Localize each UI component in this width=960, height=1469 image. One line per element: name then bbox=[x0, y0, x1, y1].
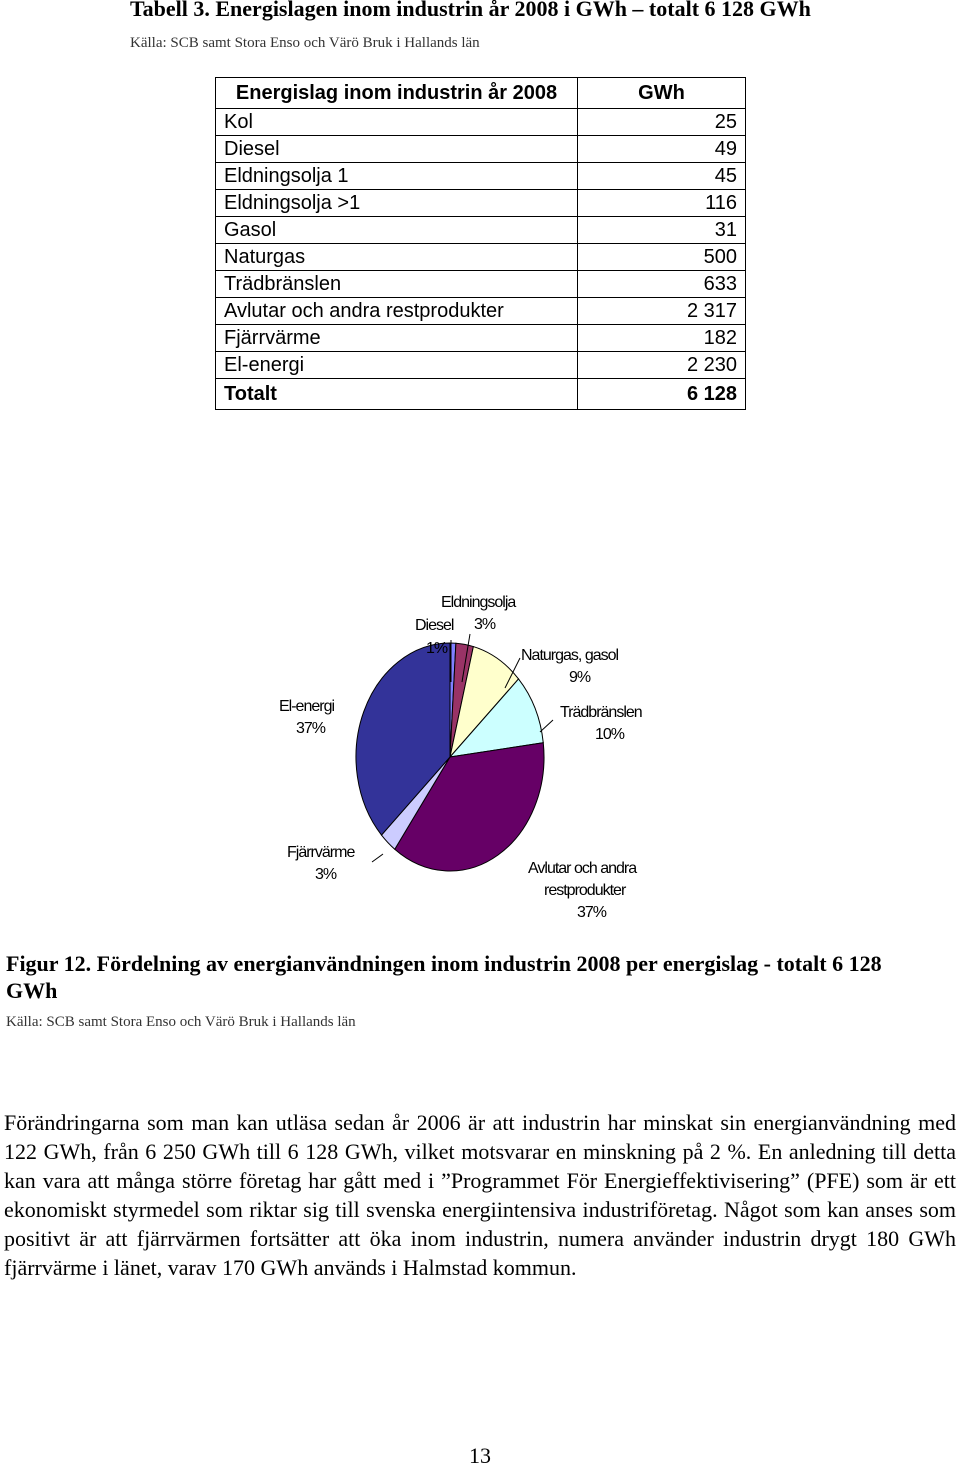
table-header-row bbox=[216, 78, 746, 109]
body-paragraph: Förändringarna som man kan utläsa sedan år 2006 är att industrin har minskat sin energianvändning med 122 GWh, från 6 250 GWh till 6 128 GWh, vilket motsvarar en minskning på 2 %. En anledning till detta kan vara att många större företag har gått med i ”Programmet För Energieffektivisering” (PFE) som är ett ekonomiskt styrmedel som riktar sig till svenska energiintensiva industriföretag. Något som kan anses som positivt är att fjärrvärmen fortsätter att öka inom industrin, numera använder industrin drygt 180 GWh fjärrvärme i länet, varav 170 GWh används i Halmstad kommun. bbox=[4, 1110, 956, 1280]
leader-line-3 bbox=[540, 720, 553, 732]
header-energy-type: Energislag inom industrin år 2008 bbox=[216, 78, 578, 109]
row-name: Avlutar och andra restprodukter bbox=[216, 298, 578, 325]
row-name: Naturgas bbox=[216, 244, 578, 271]
table-row bbox=[216, 298, 746, 325]
figure-caption: Figur 12. Fördelning av energianvändningen inom industrin 2008 per energislag - totalt 6 128 GWh bbox=[6, 951, 882, 1003]
table-row bbox=[216, 325, 746, 352]
slice-label-2: Naturgas, gasol bbox=[521, 647, 619, 664]
total-value: 6 128 bbox=[578, 379, 746, 410]
slice-percent-2: 9% bbox=[569, 669, 591, 686]
energy-table bbox=[215, 77, 746, 410]
slice-label-5: Fjärrvärme bbox=[287, 844, 355, 861]
row-name: Eldningsolja >1 bbox=[216, 190, 578, 217]
slice-label-3: Trädbränslen bbox=[560, 704, 642, 721]
row-name: Fjärrvärme bbox=[216, 325, 578, 352]
row-value: 633 bbox=[578, 271, 746, 298]
total-name: Totalt bbox=[216, 379, 578, 410]
page-number: 13 bbox=[469, 1443, 491, 1468]
table-row bbox=[216, 244, 746, 271]
row-value: 182 bbox=[578, 325, 746, 352]
row-value: 31 bbox=[578, 217, 746, 244]
slice-percent-6: 37% bbox=[296, 720, 326, 737]
row-value: 116 bbox=[578, 190, 746, 217]
slice-percent-5: 3% bbox=[315, 866, 337, 883]
slice-percent-4: 37% bbox=[577, 904, 607, 921]
row-name: Eldningsolja 1 bbox=[216, 163, 578, 190]
row-name: Gasol bbox=[216, 217, 578, 244]
row-name: El-energi bbox=[216, 352, 578, 379]
table-title: Tabell 3. Energislagen inom industrin år 2008 i GWh – totalt 6 128 GWh bbox=[130, 0, 811, 21]
slice-percent-0: 1% bbox=[426, 640, 448, 657]
leader-line-4 bbox=[372, 854, 383, 862]
table-row bbox=[216, 136, 746, 163]
row-name: Diesel bbox=[216, 136, 578, 163]
table-row bbox=[216, 163, 746, 190]
slice-label-0: Diesel bbox=[415, 617, 454, 634]
row-value: 49 bbox=[578, 136, 746, 163]
slice-label-1: Eldningsolja bbox=[441, 594, 516, 611]
table-total-row bbox=[216, 379, 746, 410]
row-value: 25 bbox=[578, 109, 746, 136]
table-source: Källa: SCB samt Stora Enso och Värö Bruk i Hallands län bbox=[130, 35, 480, 51]
figure-source: Källa: SCB samt Stora Enso och Värö Bruk i Hallands län bbox=[6, 1014, 356, 1030]
slice-label-6: El-energi bbox=[279, 698, 335, 715]
row-name: Kol bbox=[216, 109, 578, 136]
table-row bbox=[216, 352, 746, 379]
row-value: 2 230 bbox=[578, 352, 746, 379]
table-row bbox=[216, 109, 746, 136]
slice-percent-3: 10% bbox=[595, 726, 625, 743]
table-row bbox=[216, 271, 746, 298]
row-value: 45 bbox=[578, 163, 746, 190]
row-value: 2 317 bbox=[578, 298, 746, 325]
pie-chart-svg bbox=[0, 570, 960, 930]
row-name: Trädbränslen bbox=[216, 271, 578, 298]
pie-chart bbox=[0, 570, 960, 930]
slice-label-4-0: Avlutar och andra bbox=[528, 860, 637, 877]
row-value: 500 bbox=[578, 244, 746, 271]
header-gwh: GWh bbox=[578, 78, 746, 109]
slice-label-4-1: restprodukter bbox=[544, 882, 626, 899]
table-row bbox=[216, 190, 746, 217]
slice-percent-1: 3% bbox=[474, 616, 496, 633]
table-row bbox=[216, 217, 746, 244]
